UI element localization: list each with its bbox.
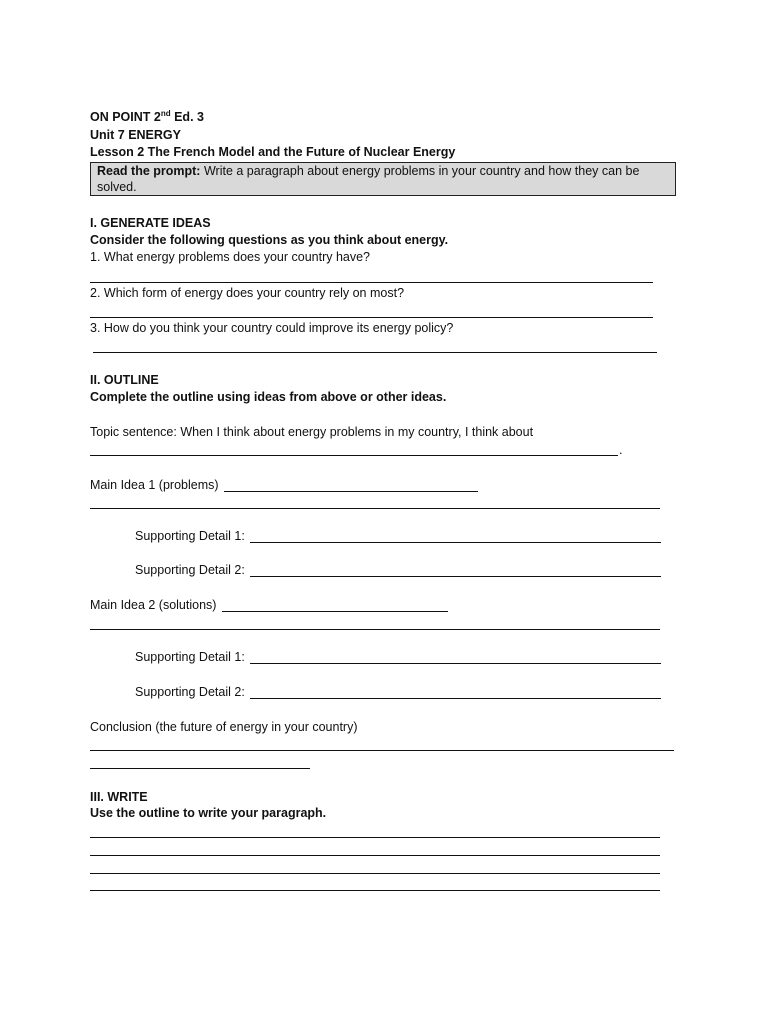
main-idea-2-label: Main Idea 2 (solutions) [90,598,217,612]
prompt-line-1 [97,164,639,179]
question-1: 1. What energy problems does your country have? [90,250,371,264]
conclusion-line-2[interactable] [90,768,310,769]
prompt-label: Read the prompt: [97,164,201,178]
main-2-supporting-detail-2-line[interactable] [250,698,661,699]
answer-line-q2[interactable] [90,317,653,318]
topic-sentence-period: . [619,443,623,457]
main-1-supporting-detail-1-line[interactable] [250,542,661,543]
section-1-heading: I. GENERATE IDEAS [90,216,211,230]
section-2-instruction: Complete the outline using ideas from above or other ideas. [90,390,447,404]
unit-title: Unit 7 ENERGY [90,128,181,142]
main-2-supporting-detail-1-label: Supporting Detail 1: [135,650,245,664]
answer-line-q3[interactable] [93,352,657,353]
prompt-box [90,162,676,196]
main-idea-1-line[interactable] [224,491,478,492]
topic-sentence-line[interactable] [90,455,618,456]
main-idea-1-label: Main Idea 1 (problems) [90,478,219,492]
writing-line[interactable] [90,855,660,856]
main-2-supporting-detail-2-label: Supporting Detail 2: [135,685,245,699]
book-title: ON POINT 2nd Ed. 3 [90,108,204,124]
main-idea-2-line[interactable] [222,611,448,612]
writing-line[interactable] [90,890,660,891]
main-1-supporting-detail-2-line[interactable] [250,576,661,577]
main-1-supporting-detail-1-label: Supporting Detail 1: [135,529,245,543]
section-2-heading: II. OUTLINE [90,373,159,387]
writing-line[interactable] [90,837,660,838]
conclusion-line-1[interactable] [90,750,674,751]
main-2-supporting-detail-1-line[interactable] [250,663,661,664]
section-3-heading: III. WRITE [90,790,148,804]
topic-sentence: Topic sentence: When I think about energy problems in my country, I think about [90,425,534,439]
writing-line[interactable] [90,873,660,874]
conclusion-label: Conclusion (the future of energy in your country) [90,720,358,734]
section-1-instruction: Consider the following questions as you think about energy. [90,233,449,247]
question-3: 3. How do you think your country could improve its energy policy? [90,321,454,335]
prompt-text: Write a paragraph about energy problems in your country and how they can be [200,164,640,178]
answer-line-q1[interactable] [90,282,653,283]
main-idea-2-line-2[interactable] [90,629,660,630]
lesson-title: Lesson 2 The French Model and the Future of Nuclear Energy [90,145,456,159]
main-idea-1-line-2[interactable] [90,508,660,509]
question-2: 2. Which form of energy does your country rely on most? [90,286,405,300]
main-1-supporting-detail-2-label: Supporting Detail 2: [135,563,245,577]
prompt-line-2: solved. [97,180,137,194]
section-3-instruction: Use the outline to write your paragraph. [90,806,327,820]
